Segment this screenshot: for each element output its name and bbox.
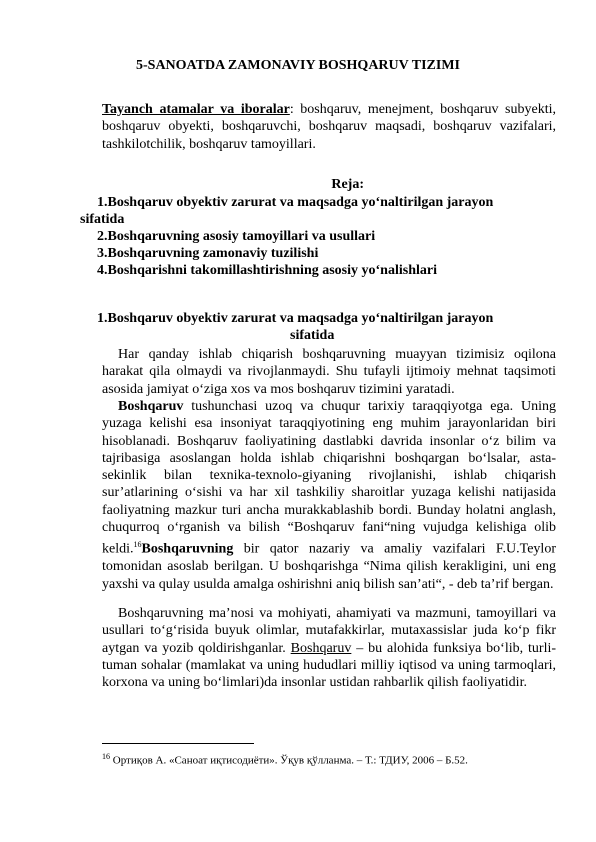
footnote-mark: 16: [102, 752, 110, 761]
paragraph-3-text-b: – bu alohida funksiya bo‘lib, turli-tuman sohalar (mamlakat va uning hududlari milliy iqtisod va uning tarmoqlari, korxona va uning bo‘limlari)da insonlar ustidan rahbarlik qilish faoliyatidir.: [102, 640, 557, 691]
paragraph-1: Har qanday ishlab chiqarish boshqaruvning muayyan tizimisiz oqilona harakat qila olmaydi va rivojlanmaydi. Shu tufayli ijtimoiy mehnat taqsimoti asosida jamiyat o‘ziga xos va mos boshqaruv tizimini yaratadi.: [102, 347, 556, 397]
footnote-ref: 16: [133, 540, 142, 550]
keywords-paragraph: [102, 101, 556, 153]
paragraph-2-text-b: bir qator nazariy va amaliy vazifalari F.U.Teylor tomonidan asoslab berilgan. U boshqarishga “Nima qilish kerakligini, uni eng yaxshi va qulay usulda amalga oshirishni aniq bilish san’ati“, - deb ta’rif bergan.: [102, 542, 556, 592]
keywords-text: : boshqaruv, menejment, boshqaruv subyekti, boshqaruv obyekti, boshqaruvchi, boshqaruv maqsadi, boshqaruv vazifalari, tashkilotchilik, boshqaruv tamoyillari.: [102, 102, 556, 152]
footnote-divider: [102, 743, 254, 744]
section-heading-cont: sifatida: [290, 328, 335, 343]
plan-heading-text: Reja:: [331, 177, 364, 192]
plan-item-1: 1.Boshqaruv obyektiv zarurat va maqsadga yo‘naltirilgan jarayon: [97, 195, 494, 210]
plan-heading: [0, 177, 560, 193]
paragraph-2-text: tushunchasi uzoq va chuqur tarixiy taraqqiyotga ega. Uning yuzaga kelishi esa insoniyat taraqqiyotining eng muhim jarayonlaridan biri hisoblanadi. Boshqaruv faoliyatining dastlabki davrida insonlar o‘z bilim va tajribasiga asoslangan holda ishlab chiqarishni boshqargan bo‘lsalar, asta-sekinlik bilan texnika-texnolo-giyaning rivojlanishi, ishlab chiqarish sur’atlarining o‘sishi va har xil tashkiliy sharoitlar yuzaga kelishi natijasida faoliyatning mazkur turi ancha murakkablashib bordi. Bunday holatni anglash, chuqurroq o‘rganish va bilish “Boshqaruv fani“ning vujudga kelishiga olib keldi.: [102, 399, 556, 558]
plan-item-4: 4.Boshqarishni takomillashtirishning asosiy yo‘nalishlari: [97, 263, 437, 278]
plan-item-1-cont: sifatida: [80, 212, 125, 227]
plan-item-3: 3.Boshqaruvning zamonaviy tuzilishi: [97, 246, 319, 261]
term-boshqaruvning: Boshqaruvning: [141, 542, 234, 558]
footnote-text: Ортиқов А. «Саноат иқтисодиёти». Ўқув қўлланма. – Т.: ТДИУ, 2006 – Б.52.: [110, 754, 468, 767]
paragraph-3-text: Boshqaruvning ma’nosi va mohiyati, ahamiyati va mazmuni, tamoyillari va usullari to‘g‘risida buyuk olimlar, mutafakkirlar, mutaxassislar juda ko‘p fikr aytgan va yozib qoldirishganlar.: [102, 606, 556, 656]
page-title: 5-SANOATDA ZAMONAVIY BOSHQARUV TIZIMI: [136, 58, 460, 73]
term-boshqaruv: Boshqaruv: [118, 399, 184, 414]
footnote: [102, 752, 468, 767]
section-heading: 1.Boshqaruv obyektiv zarurat va maqsadga yo‘naltirilgan jarayon: [97, 311, 494, 326]
keywords-label: Tayanch atamalar va iboralar: [102, 102, 290, 117]
paragraph-3: [102, 605, 556, 691]
plan-item-2: 2.Boshqaruvning asosiy tamoyillari va usullari: [97, 229, 376, 244]
term-boshqaruv-underlined: Boshqaruv: [290, 640, 352, 656]
paragraph-2: [102, 398, 556, 593]
